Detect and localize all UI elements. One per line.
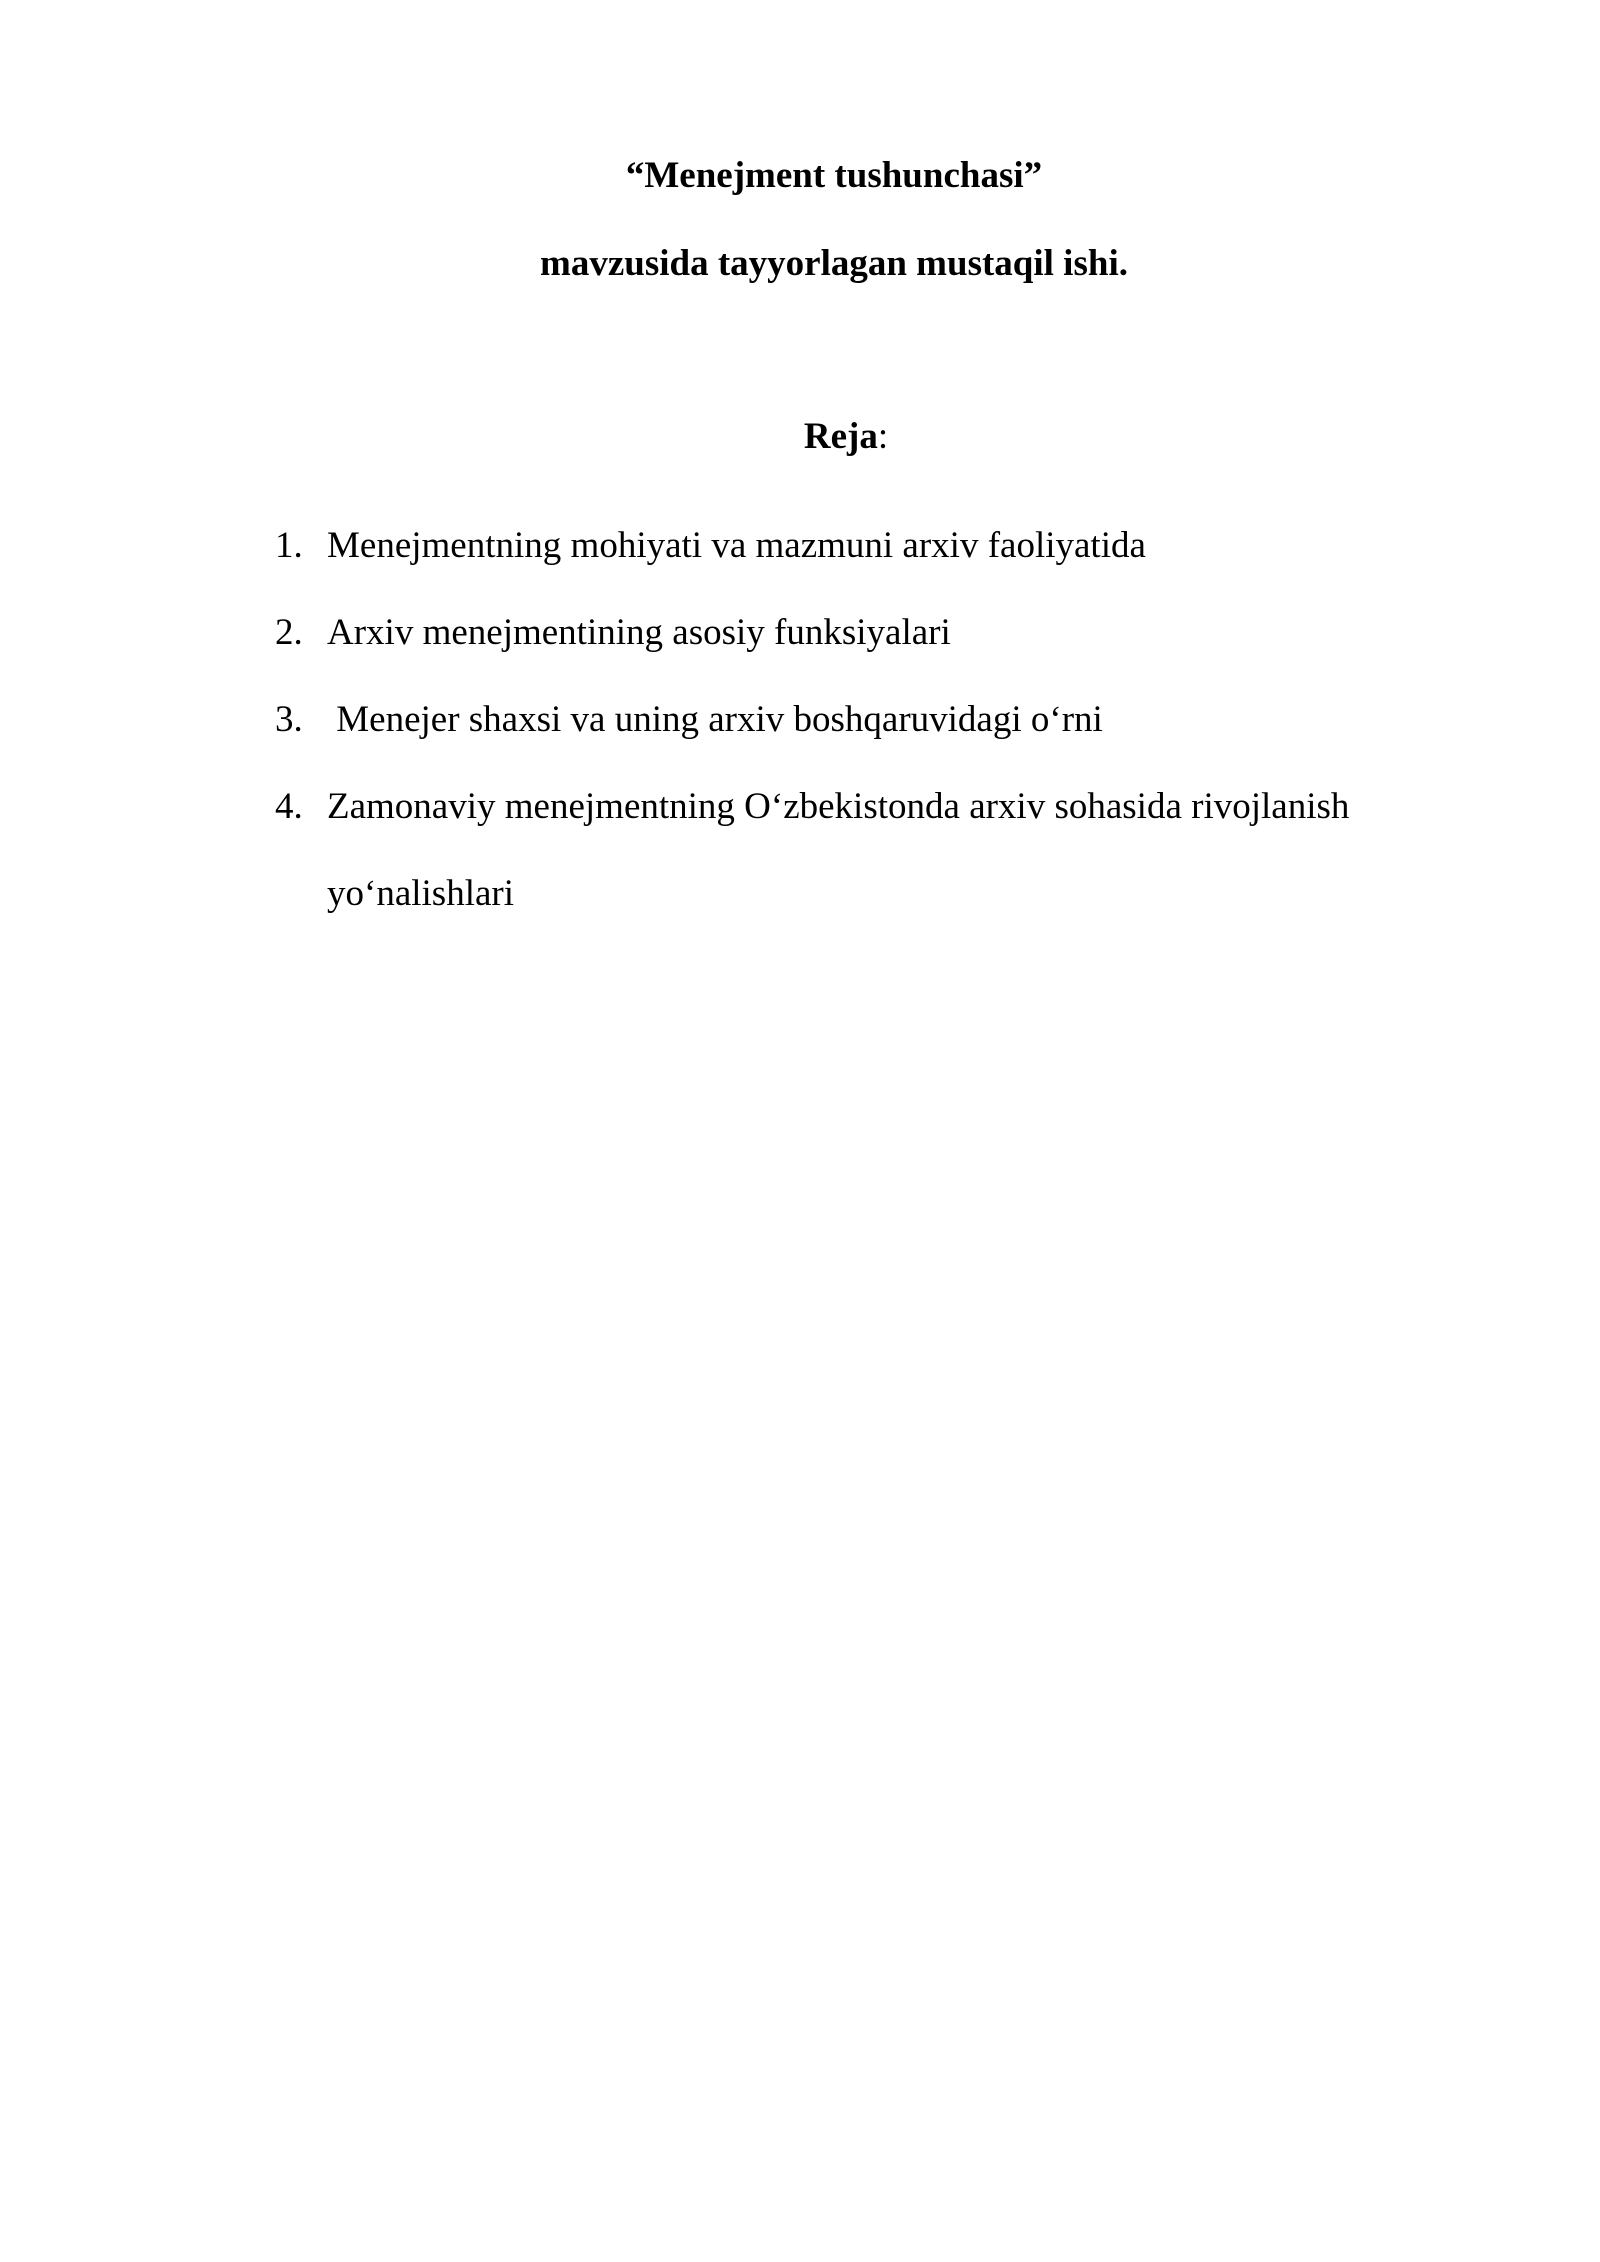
plan-item [275,589,1395,676]
plan-item [275,502,1395,589]
plan-item-number: 1. [275,525,303,566]
plan-item-number: 3. [275,699,303,740]
plan-item [275,676,1395,763]
plan-heading-colon: : [877,416,889,457]
plan-heading-label: Reja [803,416,878,457]
plan-item-number: 2. [275,612,303,653]
plan-item-text: Arxiv menejmentining asosiy funksiyalari [327,612,951,653]
document-title: “Menejment tushunchasi” [625,155,1043,196]
plan-item-text: Menejmentning mohiyati va mazmuni arxiv faoliyatida [327,525,1146,566]
plan-item-text: Menejer shaxsi va uning arxiv boshqaruvidagi o‘rni [327,699,1103,740]
document-subtitle: mavzusida tayyorlagan mustaqil ishi. [540,243,1128,284]
plan-list [275,502,1395,937]
plan-heading [0,415,1600,459]
plan-item [275,763,1395,937]
plan-item-text: Zamonaviy menejmentning O‘zbekistonda arxiv sohasida rivojlanish yo‘nalishlari [327,786,1350,914]
plan-item-number: 4. [275,786,303,827]
